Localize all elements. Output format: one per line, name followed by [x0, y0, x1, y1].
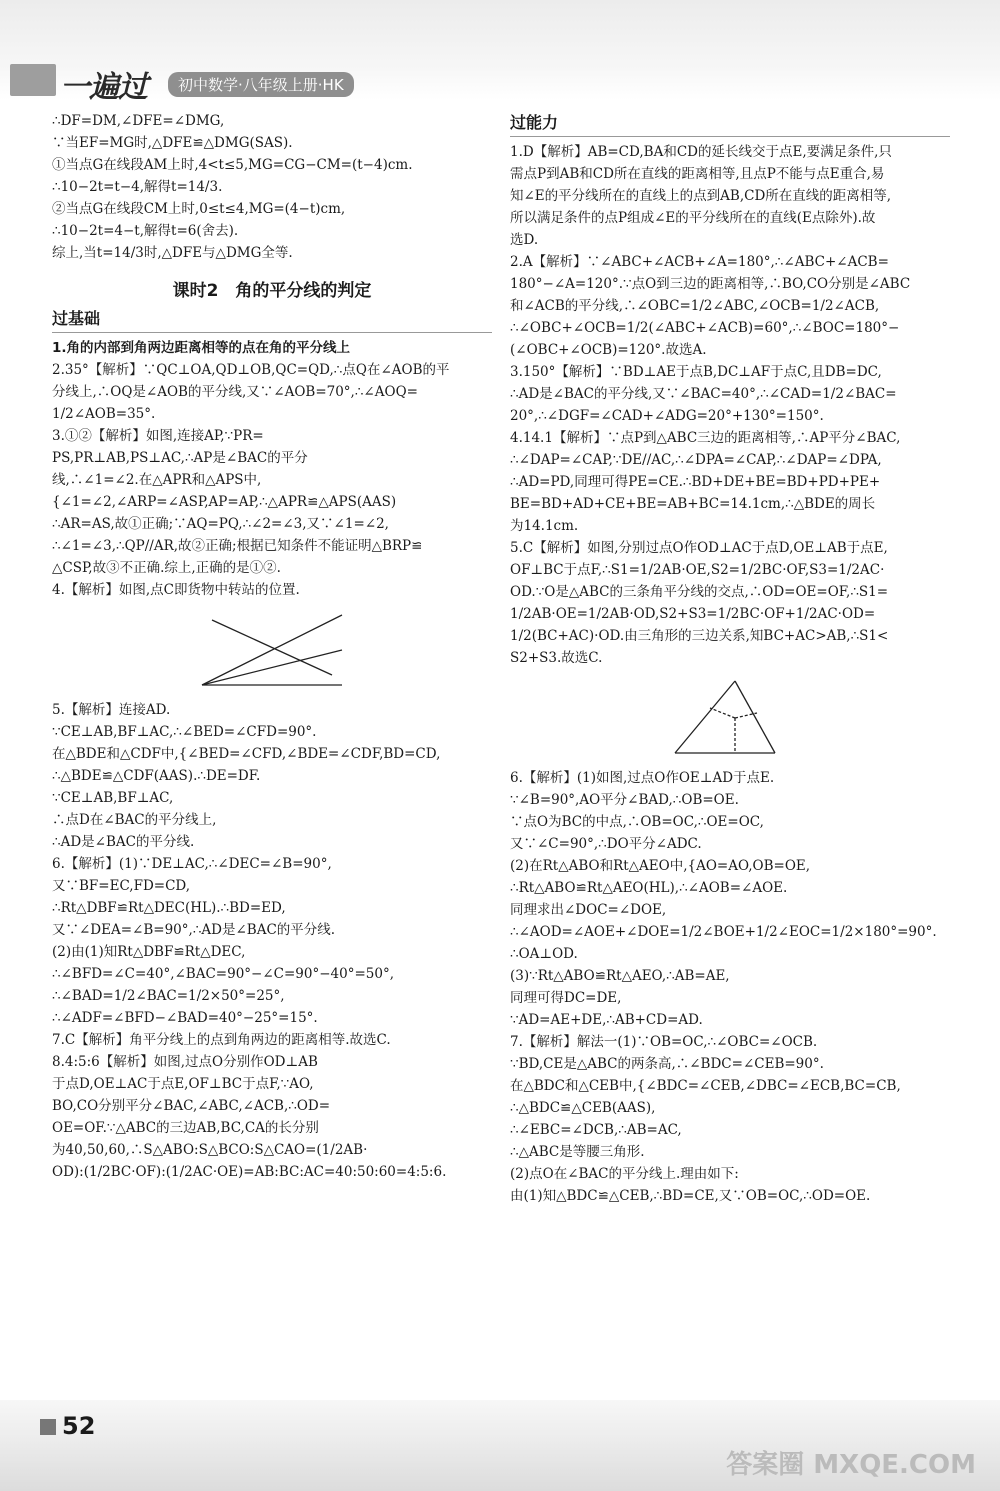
answer-line: 7.【解析】解法一(1)∵OB=OC,∴∠OBC=∠OCB. — [510, 1034, 818, 1050]
answer-line: ∴AD=PD,同理可得PE=CE.∴BD+DE+BE=BD+PD+PE+ — [510, 474, 881, 490]
answer-line: 1/2∠AOB=35°. — [52, 406, 156, 422]
answer-line: ∴10−2t=4−t,解得t=6(舍去). — [52, 223, 239, 239]
watermark: 答案圈 MXQE.COM — [726, 1450, 976, 1480]
answer-line: 7.C【解析】角平分线上的点到角两边的距离相等.故选C. — [52, 1032, 391, 1048]
answer-line: 所以满足条件的点P组成∠E的平分线所在的直线(E点除外).故 — [510, 210, 876, 226]
answer-line: ∴Rt△ABO≌Rt△AEO(HL),∴∠AOB=∠AOE. — [510, 880, 788, 896]
answer-line: 在△BDE和△CDF中,{∠BED=∠CFD,∠BDE=∠CDF,BD=CD, — [52, 746, 441, 762]
answer-line: 1/2AB·OE=1/2AB·OD,S2+S3=1/2BC·OF+1/2AC·OD= — [510, 606, 876, 622]
answer-line: OD):(1/2BC·OF):(1/2AC·OE)=AB:BC:AC=40:50:60=4:5:6. — [52, 1164, 447, 1180]
series-logo: 一遍过 — [60, 70, 147, 105]
answer-line: ∴Rt△DBF≌Rt△DEC(HL).∴BD=ED, — [52, 900, 286, 916]
answer-line: ∴AR=AS,故①正确;∵AQ=PQ,∴∠2=∠3,又∵∠1=∠2, — [52, 516, 389, 532]
answer-line: ∵AD=AE+DE,∴AB+CD=AD. — [510, 1012, 703, 1028]
section-heading: 过基础 — [52, 308, 492, 333]
answer-line: ∵当EF=MG时,△DFE≌△DMG(SAS). — [52, 135, 293, 151]
answer-line: (2)由(1)知Rt△DBF≌Rt△DEC, — [52, 944, 246, 960]
answer-line: (2)在Rt△ABO和Rt△AEO中,{AO=AO,OB=OE, — [510, 858, 811, 874]
answer-line: 综上,当t=14/3时,△DFE与△DMG全等. — [52, 245, 293, 261]
answer-line: 5.C【解析】如图,分别过点O作OD⊥AC于点D,OE⊥AB于点E, — [510, 540, 888, 556]
answer-line: 1.D【解析】AB=CD,BA和CD的延长线交于点E,要满足条件,只 — [510, 144, 892, 160]
answer-line: 3.150°【解析】∵BD⊥AE于点B,DC⊥AF于点C,且DB=DC, — [510, 364, 882, 380]
answer-line: 分线上,∴OQ是∠AOB的平分线,又∵∠AOB=70°,∴∠AOQ= — [52, 384, 418, 400]
answer-line: BE=BD+AD+CE+BE=AB+BC=14.1cm,∴△BDE的周长 — [510, 496, 876, 512]
answer-line: △CSP,故③不正确.综上,正确的是①②. — [52, 560, 281, 576]
answer-line: ∴△ABC是等腰三角形. — [510, 1144, 645, 1160]
lesson-title: 课时2 角的平分线的判定 — [172, 281, 372, 301]
answer-line: OF⊥BC于点F,∴S1=1/2AB·OE,S2=1/2BC·OF,S3=1/2AC· — [510, 562, 885, 578]
answer-line: 和∠ACB的平分线,∴∠OBC=1/2∠ABC,∠OCB=1/2∠ACB, — [510, 298, 880, 314]
section-heading: 过能力 — [510, 112, 950, 137]
answer-line: OD.∵O是△ABC的三条角平分线的交点,∴OD=OE=OF,∴S1= — [510, 584, 889, 600]
answer-line: ∴10−2t=t−4,解得t=14/3. — [52, 179, 223, 195]
answer-line: 需点P到AB和CD所在直线的距离相等,且点P不能与点E重合,易 — [510, 166, 885, 182]
answer-line: 又∵∠DEA=∠B=90°,∴AD是∠BAC的平分线. — [52, 922, 336, 938]
answer-line: ∴△BDE≌△CDF(AAS).∴DE=DF. — [52, 768, 261, 784]
logo-mark — [10, 64, 56, 96]
answer-line: ②当点G在线段CM上时,0≤t≤4,MG=(4−t)cm, — [52, 201, 346, 217]
answer-line: ∴∠AOD=∠AOE+∠DOE=1/2∠BOE+1/2∠EOC=1/2×180°=90°. — [510, 924, 937, 940]
answer-line: ∴点D在∠BAC的平分线上, — [52, 812, 217, 828]
answer-line: ∵∠B=90°,AO平分∠BAD,∴OB=OE. — [510, 792, 739, 808]
answer-line: ①当点G在线段AM上时,4<t≤5,MG=CG−CM=(t−4)cm. — [52, 157, 413, 173]
answer-line: ∵BD,CE是△ABC的两条高,∴∠BDC=∠CEB=90°. — [510, 1056, 824, 1072]
answer-line: 4.【解析】如图,点C即货物中转站的位置. — [52, 582, 300, 598]
answer-line: (3)∵Rt△ABO≌Rt△AEO,∴AB=AE, — [510, 968, 730, 984]
answer-line: 5.【解析】连接AD. — [52, 702, 171, 718]
answer-line: ∵CE⊥AB,BF⊥AC, — [52, 790, 174, 806]
answer-line: ∵点O为BC的中点,∴OB=OC,∴OE=OC, — [510, 814, 764, 830]
answer-line: 同理求出∠DOC=∠DOE, — [510, 902, 667, 918]
answer-line: ∴DF=DM,∠DFE=∠DMG, — [52, 113, 225, 129]
answer-line: 4.14.1【解析】∵点P到△ABC三边的距离相等,∴AP平分∠BAC, — [510, 430, 901, 446]
answer-line: 为14.1cm. — [510, 518, 579, 534]
answer-line: 于点D,OE⊥AC于点E,OF⊥BC于点F,∵AO, — [52, 1076, 314, 1092]
answer-line: ∴AD是∠BAC的平分线,又∵∠BAC=40°,∴∠CAD=1/2∠BAC= — [510, 386, 897, 402]
answer-line: 同理可得DC=DE, — [510, 990, 622, 1006]
answer-line: S2+S3.故选C. — [510, 650, 603, 666]
answer-line: 又∵∠C=90°,∴DO平分∠ADC. — [510, 836, 702, 852]
answer-line: {∠1=∠2,∠ARP=∠ASP,AP=AP,∴△APR≌△APS(AAS) — [52, 494, 397, 510]
answer-line: ∴∠1=∠3,∴QP//AR,故②正确;根据已知条件不能证明△BRP≌ — [52, 538, 423, 554]
header-band — [0, 0, 1000, 100]
answer-line: 20°,∴∠DGF=∠CAD+∠ADG=20°+130°=150°. — [510, 408, 824, 424]
answer-line: 由(1)知△BDC≌△CEB,∴BD=CE,又∵OB=OC,∴OD=OE. — [510, 1188, 871, 1204]
answer-line: (∠OBC+∠OCB)=120°.故选A. — [510, 342, 707, 358]
answer-line: ∴△BDC≌△CEB(AAS), — [510, 1100, 656, 1116]
answer-line: (2)点O在∠BAC的平分线上.理由如下: — [510, 1166, 739, 1182]
answer-line: OE=OF.∵△ABC的三边AB,BC,CA的长分别 — [52, 1120, 319, 1136]
answer-line: 2.35°【解析】∵QC⊥OA,QD⊥OB,QC=QD,∴点Q在∠AOB的平 — [52, 362, 450, 378]
answer-line: ∵CE⊥AB,BF⊥AC,∴∠BED=∠CFD=90°. — [52, 724, 317, 740]
answer-line: 8.4:5:6【解析】如图,过点O分别作OD⊥AB — [52, 1054, 318, 1070]
book-tag: 初中数学·八年级上册·HK — [168, 72, 354, 97]
answer-line: PS,PR⊥AB,PS⊥AC,∴AP是∠BAC的平分 — [52, 450, 308, 466]
answer-line: ∴∠ADF=∠BFD−∠BAD=40°−25°=15°. — [52, 1010, 318, 1026]
answer-line: 为40,50,60,∴S△ABO:S△BCO:S△CAO=(1/2AB· — [52, 1142, 368, 1158]
answer-line: ∴∠EBC=∠DCB,∴AB=AC, — [510, 1122, 682, 1138]
answer-line: 1/2(BC+AC)·OD.由三角形的三边关系,知BC+AC>AB,∴S1< — [510, 628, 889, 644]
answer-line: ∴AD是∠BAC的平分线. — [52, 834, 195, 850]
answer-line: 知∠E的平分线所在的直线上的点到AB,CD所在直线的距离相等, — [510, 188, 892, 204]
right-column — [510, 110, 950, 1207]
answer-line: 又∵BF=EC,FD=CD, — [52, 878, 191, 894]
answer-line: 线,∴∠1=∠2.在△APR和△APS中, — [52, 472, 262, 488]
answer-line: 6.【解析】(1)如图,过点O作OE⊥AD于点E. — [510, 770, 775, 786]
page-number: 52 — [40, 1412, 95, 1440]
answer-line: ∴∠DAP=∠CAP,∵DE//AC,∴∠DPA=∠CAP,∴∠DAP=∠DPA, — [510, 452, 882, 468]
answer-line: ∴OA⊥OD. — [510, 946, 578, 962]
answer-line: ∴∠BFD=∠C=40°,∠BAC=90°−∠C=90°−40°=50°, — [52, 966, 395, 982]
answer-line: ∴∠BAD=1/2∠BAC=1/2×50°=25°, — [52, 988, 285, 1004]
answer-line: 2.A【解析】∵∠ABC+∠ACB+∠A=180°,∴∠ABC+∠ACB= — [510, 254, 889, 270]
answer-line: 3.①②【解析】如图,连接AP,∵PR= — [52, 428, 264, 444]
answer-line: ∴∠OBC+∠OCB=1/2(∠ABC+∠ACB)=60°,∴∠BOC=180°− — [510, 320, 900, 336]
left-column — [52, 110, 492, 1183]
answer-line: BO,CO分别平分∠BAC,∠ABC,∠ACB,∴OD= — [52, 1098, 331, 1114]
answer-line: 6.【解析】(1)∵DE⊥AC,∴∠DEC=∠B=90°, — [52, 856, 332, 872]
answer-line: 在△BDC和△CEB中,{∠BDC=∠CEB,∠DBC=∠ECB,BC=CB, — [510, 1078, 901, 1094]
figure-problem-4 — [192, 605, 352, 695]
answer-line: 选D. — [510, 232, 539, 248]
answer-line: 1.角的内部到角两边距离相等的点在角的平分线上 — [52, 340, 351, 356]
answer-line: 180°−∠A=120°.∵点O到三边的距离相等,∴BO,CO分别是∠ABC — [510, 276, 911, 292]
figure-problem-5 — [665, 673, 795, 763]
